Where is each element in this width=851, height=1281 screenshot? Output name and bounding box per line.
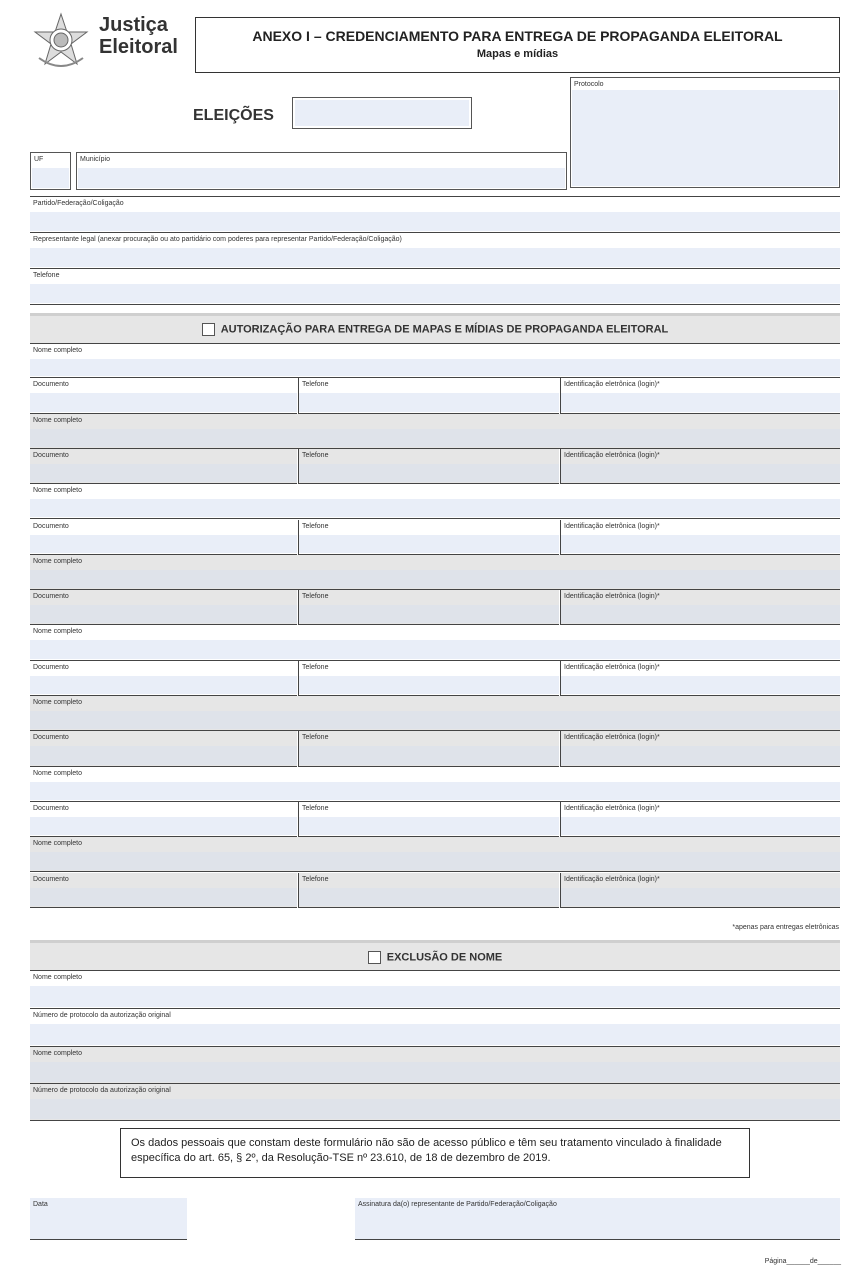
data-label: Data [33,1201,48,1208]
auth-telefone-field[interactable] [298,873,559,908]
auth-nome-label: Nome completo [33,487,83,495]
auth-documento-label: Documento [33,522,69,530]
privacy-notice [120,1128,750,1178]
auth-telefone-field[interactable] [298,378,559,413]
auth-nome-field[interactable] [30,343,840,378]
auth-nome-field[interactable] [30,696,840,731]
exclusion-nome-2-label: Nome completo [33,1050,83,1057]
auth-nome-label: Nome completo [33,628,83,636]
eleicoes-field[interactable] [292,97,472,129]
auth-documento-label: Documento [33,593,69,601]
auth-nome-label: Nome completo [33,840,83,848]
authorization-header [30,313,840,343]
auth-login-label: Identificação eletrônica (login)* [564,522,660,530]
assinatura-field[interactable] [355,1198,840,1240]
auth-nome-label: Nome completo [33,769,83,777]
auth-telefone-label: Telefone [302,734,329,742]
auth-nome-field[interactable] [30,414,840,449]
auth-documento-label: Documento [33,804,69,812]
auth-documento-label: Documento [33,451,69,459]
exclusion-nome-1-label: Nome completo [33,974,83,981]
auth-documento-field[interactable] [30,520,297,555]
party-block [30,196,840,304]
auth-nome-label: Nome completo [33,347,83,354]
exclusion-title: EXCLUSÃO DE NOME [386,951,503,964]
auth-documento-label: Documento [33,663,69,671]
auth-nome-field[interactable] [30,767,840,802]
auth-documento-field[interactable] [30,378,297,413]
auth-nome-field[interactable] [30,837,840,872]
auth-telefone-label: Telefone [302,451,329,459]
telefone-field[interactable] [30,269,840,305]
data-field[interactable] [30,1198,187,1240]
auth-nome-label: Nome completo [33,416,83,424]
auth-documento-field[interactable] [30,661,297,696]
auth-login-label: Identificação eletrônica (login)* [564,451,660,459]
exclusion-header [30,940,840,970]
exclusion-nome-1[interactable] [30,971,840,1009]
auth-login-label: Identificação eletrônica (login)* [564,593,660,601]
auth-nome-field[interactable] [30,484,840,519]
logo-line-2: Eleitoral [99,36,178,58]
auth-documento-label: Documento [33,734,69,742]
auth-telefone-label: Telefone [302,381,329,389]
eleicoes-label: ELEIÇÕES [193,107,274,124]
uf-label: UF [34,156,44,163]
authorization-checkbox[interactable] [202,323,215,336]
exclusion-nome-2[interactable] [30,1047,840,1084]
auth-login-field[interactable] [560,590,840,625]
auth-login-label: Identificação eletrônica (login)* [564,734,660,742]
auth-documento-field[interactable] [30,590,297,625]
exclusion-checkbox[interactable] [368,951,381,964]
form-title: ANEXO I – CREDENCIAMENTO PARA ENTREGA DE PROPAGANDA ELEITORAL [252,28,783,44]
coat-of-arms-icon [31,12,91,72]
assinatura-label: Assinatura da(o) representante de Partido/Federação/Coligação [358,1201,557,1208]
auth-login-field[interactable] [560,802,840,837]
auth-login-label: Identificação eletrônica (login)* [564,381,660,389]
partido-field[interactable] [30,197,840,233]
auth-telefone-field[interactable] [298,590,559,625]
representante-field[interactable] [30,233,840,269]
exclusion-protocolo-1[interactable] [30,1009,840,1047]
uf-field[interactable] [30,152,71,190]
exclusion-protocolo-2[interactable] [30,1084,840,1121]
auth-telefone-label: Telefone [302,875,329,883]
auth-login-field[interactable] [560,520,840,555]
auth-login-field[interactable] [560,449,840,484]
auth-documento-field[interactable] [30,731,297,766]
auth-telefone-field[interactable] [298,661,559,696]
logo-line-1: Justiça [99,14,168,36]
auth-login-label: Identificação eletrônica (login)* [564,875,660,883]
form-subtitle: Mapas e mídias [476,48,559,60]
auth-login-field[interactable] [560,661,840,696]
municipio-label: Município [80,156,110,163]
telefone-label: Telefone [33,272,60,279]
authorization-footnote: *apenas para entregas eletrônicas [732,924,839,931]
representante-label: Representante legal (anexar procuração ou ato partidário com poderes para representar Partido/Federação/Coligação) [33,236,402,243]
protocolo-box[interactable] [570,77,840,188]
auth-nome-field[interactable] [30,625,840,660]
auth-nome-label: Nome completo [33,699,83,706]
auth-documento-label: Documento [33,381,69,389]
auth-telefone-label: Telefone [302,593,329,601]
exclusion-block [30,970,840,1120]
privacy-notice-text: Os dados pessoais que constam deste formulário não são de acesso público e têm seu tratamento vinculado à finalidade específica do art. 65, § 2º, da Resolução-TSE nº 23.610, de 18 de dezembro de 2019. [131,1137,722,1164]
auth-telefone-field[interactable] [298,449,559,484]
auth-documento-field[interactable] [30,449,297,484]
auth-documento-label: Documento [33,875,69,883]
auth-telefone-field[interactable] [298,731,559,766]
auth-login-field[interactable] [560,873,840,908]
auth-documento-field[interactable] [30,873,297,908]
auth-nome-label: Nome completo [33,557,83,565]
authorization-entries [30,343,840,909]
title-box [195,17,840,73]
logo [31,12,191,72]
auth-login-label: Identificação eletrônica (login)* [564,804,660,812]
auth-login-field[interactable] [560,378,840,413]
auth-telefone-label: Telefone [302,522,329,530]
exclusion-protocolo-2-label: Número de protocolo da autorização original [33,1087,171,1094]
auth-telefone-field[interactable] [298,802,559,837]
auth-login-label: Identificação eletrônica (login)* [564,663,660,671]
auth-login-field[interactable] [560,731,840,766]
auth-telefone-label: Telefone [302,804,329,812]
authorization-title: AUTORIZAÇÃO PARA ENTREGA DE MAPAS E MÍDIAS DE PROPAGANDA ELEITORAL [220,323,669,336]
auth-telefone-label: Telefone [302,663,329,671]
protocolo-label: Protocolo [574,81,604,88]
page-number: Página______de______ [764,1258,841,1265]
municipio-field[interactable] [76,152,567,190]
partido-label: Partido/Federação/Coligação [33,200,124,207]
auth-nome-field[interactable] [30,555,840,590]
auth-documento-field[interactable] [30,802,297,837]
exclusion-protocolo-1-label: Número de protocolo da autorização original [33,1012,171,1019]
auth-telefone-field[interactable] [298,520,559,555]
